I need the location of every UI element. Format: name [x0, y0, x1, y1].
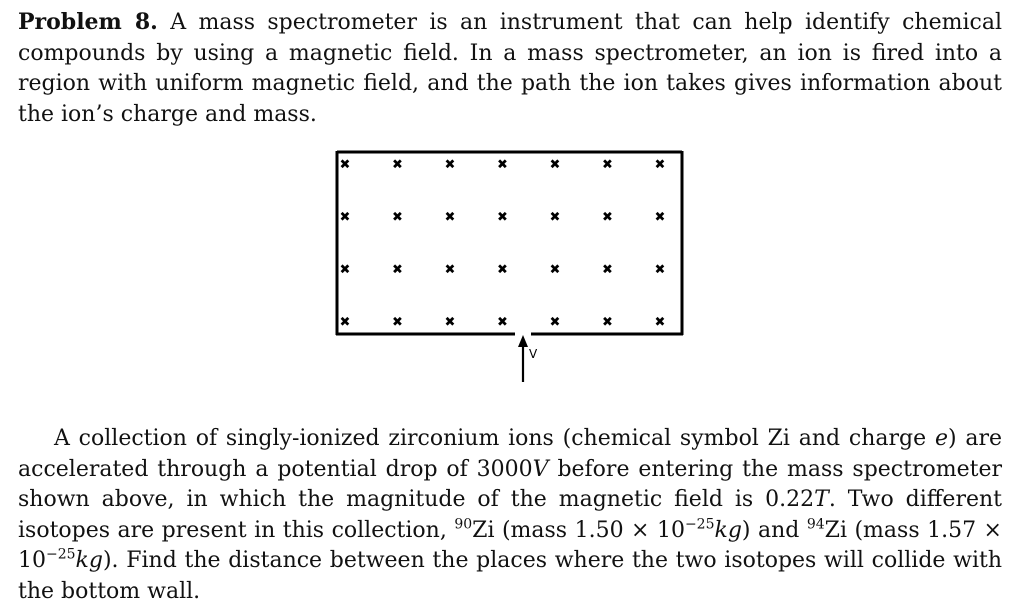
problem-intro-paragraph	[18, 7, 1002, 130]
field-marker-icon: ✖	[654, 262, 666, 278]
isotope1-mass-number: 90	[454, 516, 473, 533]
magnetic-field-markers	[340, 158, 666, 331]
velocity-arrow	[518, 335, 528, 382]
field-marker-icon: ✖	[602, 157, 613, 173]
field-marker-icon: ✖	[444, 157, 456, 173]
field-marker-icon: ✖	[497, 210, 508, 225]
isotope2-text: Zi (mass 1.57 × 10	[18, 517, 1002, 573]
field-marker-icon: ✖	[339, 157, 351, 173]
field-marker-icon: ✖	[497, 262, 508, 278]
field-marker-icon: ✖	[549, 210, 561, 225]
isotope1-exponent: −25	[684, 516, 715, 533]
problem-heading: Problem 8.	[18, 9, 158, 35]
spectrometer-diagram	[335, 148, 685, 393]
problem-body-paragraph	[18, 424, 1002, 607]
field-marker-icon: ✖	[549, 157, 561, 173]
isotope2-unit: kg	[75, 548, 103, 573]
field-marker-icon: ✖	[339, 315, 351, 330]
body-text-1: A collection of singly-ionized zirconium ions (chemical symbol Zi and charge	[54, 426, 935, 451]
velocity-label: V	[529, 347, 538, 361]
isotope1-text: Zi (mass 1.50 × 10	[472, 517, 685, 543]
field-marker-icon: ✖	[392, 157, 403, 173]
charge-symbol: e	[934, 426, 948, 451]
field-marker-icon: ✖	[339, 210, 351, 225]
velocity-arrow-head	[518, 335, 528, 347]
isotope2-exponent: −25	[46, 546, 76, 563]
isotope2-mass-number: 94	[806, 516, 825, 533]
problem-intro-text: A mass spectrometer is an instrument that can help identify chemical compounds by using a magnetic field. In a mass spectrometer, an ion is fired into a region with uniform magnetic field, and the path the ion takes gives information about the ion’s charge and mass.	[18, 10, 1002, 127]
mass-spectrometer-figure	[335, 148, 685, 393]
field-marker-icon: ✖	[654, 315, 666, 330]
field-marker-icon: ✖	[549, 315, 561, 330]
body-text-3: before entering the mass spectrometer shown above, in which the magnitude of the magnetic field is 0.22	[18, 456, 1002, 512]
body-text-6: ). Find the distance between the places where the two isotopes will collide with the bottom wall.	[18, 548, 1002, 604]
chamber-walls	[336, 151, 683, 335]
volt-unit: V	[532, 456, 549, 482]
isotope1-unit: kg	[714, 517, 742, 543]
field-marker-icon: ✖	[497, 315, 508, 330]
field-marker-icon: ✖	[654, 210, 666, 225]
body-text-5: ) and	[741, 517, 807, 543]
body-text-2: ) are accelerated through a potential drop of 3000	[18, 426, 1002, 482]
field-marker-icon: ✖	[444, 262, 456, 278]
field-marker-icon: ✖	[654, 157, 666, 173]
field-marker-icon: ✖	[497, 157, 508, 173]
field-marker-icon: ✖	[549, 262, 561, 278]
field-marker-icon: ✖	[602, 210, 613, 225]
field-marker-icon: ✖	[444, 210, 456, 225]
tesla-unit: T	[814, 487, 829, 512]
body-text-4: . Two different isotopes are present in this collection,	[18, 487, 1002, 543]
field-marker-icon: ✖	[339, 262, 351, 278]
field-marker-icon: ✖	[602, 262, 613, 278]
field-marker-icon: ✖	[392, 262, 403, 278]
field-marker-icon: ✖	[392, 210, 403, 225]
field-marker-icon: ✖	[444, 315, 456, 330]
field-marker-icon: ✖	[602, 315, 613, 330]
field-marker-icon: ✖	[392, 315, 403, 330]
